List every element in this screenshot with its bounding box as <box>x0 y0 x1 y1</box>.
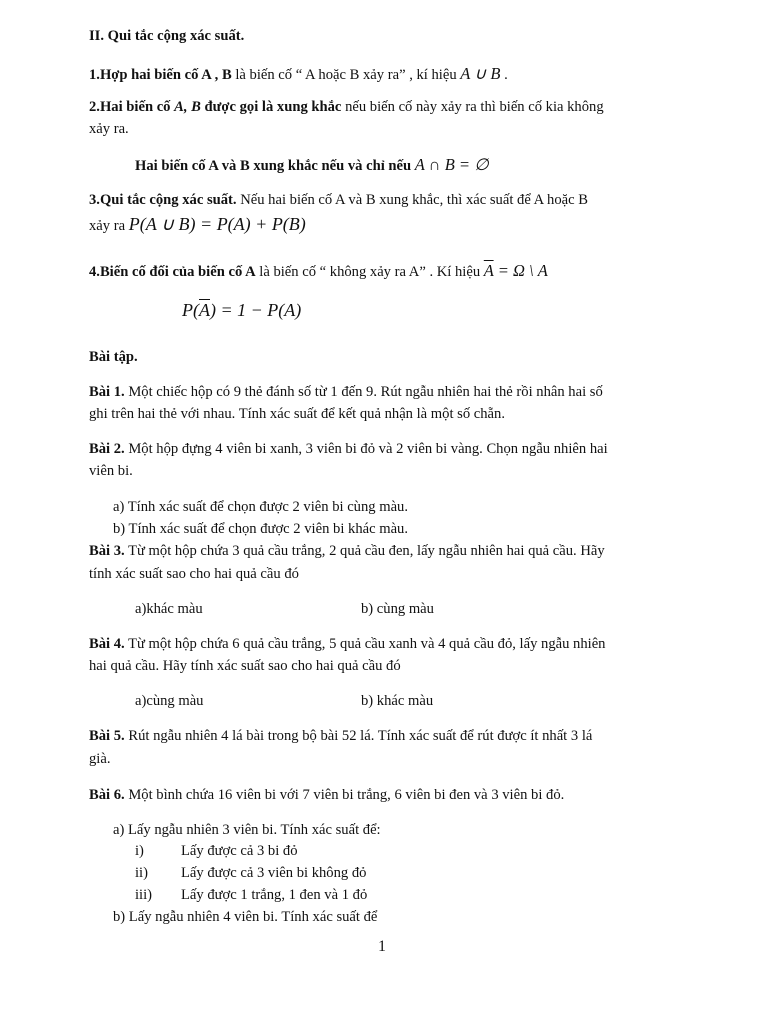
exercises-title: Bài tập. <box>89 349 138 365</box>
exercise-4-b: b) khác màu <box>361 693 434 709</box>
exercise-1-line2: ghi trên hai thẻ với nhau. Tính xác suất để kết quả nhận là một số chẵn. <box>89 406 505 422</box>
rule-2-line2: xảy ra. <box>89 121 129 137</box>
rule-3: 3.Qui tắc cộng xác suất. Nếu hai biến cố A và B xung khắc, thì xác suất để A hoặc B <box>89 192 588 208</box>
rule-2: 2.Hai biến cố A, B được gọi là xung khắc nếu biến cố này xảy ra thì biến cố kia không <box>89 99 604 115</box>
exercise-5: Bài 5. Rút ngẫu nhiên 4 lá bài trong bộ bài 52 lá. Tính xác suất để rút được ít nhất 3 lá <box>89 728 593 744</box>
exercise-6-a-iii: Lấy được 1 trắng, 1 đen và 1 đỏ <box>181 887 368 903</box>
exercise-6-a: a) Lấy ngẫu nhiên 3 viên bi. Tính xác suất để: <box>113 822 381 838</box>
rule-4-formula: $P(\overline{A}) = 1 - P(A)$ <box>182 300 302 320</box>
rule-4: 4.Biến cố đối của biến cố A là biến cố “ không xảy ra A” . Kí hiệu $\overline{A} = \Omega$ \ A <box>89 261 548 280</box>
exercise-4-line2: hai quả cầu. Hãy tính xác suất sao cho hai quả cầu đó <box>89 658 401 674</box>
exercise-6: Bài 6. Một bình chứa 16 viên bi với 7 viên bi trắng, 6 viên bi đen và 3 viên bi đỏ. <box>89 787 565 803</box>
exercise-6-a-ii: Lấy được cả 3 viên bi không đỏ <box>181 865 367 881</box>
page-number: 1 <box>378 938 386 955</box>
exercise-2: Bài 2. Một hộp đựng 4 viên bi xanh, 3 viên bi đỏ và 2 viên bi vàng. Chọn ngẫu nhiên hai <box>89 441 608 457</box>
exercise-4-a: a)cùng màu <box>135 693 204 709</box>
exercise-2-b: b) Tính xác suất để chọn được 2 viên bi khác màu. <box>113 521 408 537</box>
exercise-6-b: b) Lấy ngẫu nhiên 4 viên bi. Tính xác suất để <box>113 909 378 925</box>
rule-2-condition: Hai biến cố A và B xung khắc nếu và chỉ nếu A ∩ B = ∅ <box>135 155 489 174</box>
exercise-2-a: a) Tính xác suất để chọn được 2 viên bi cùng màu. <box>113 499 408 515</box>
exercise-6-a-ii-num: ii) <box>135 865 148 881</box>
exercise-6-a-i-num: i) <box>135 843 144 859</box>
exercise-1: Bài 1. Một chiếc hộp có 9 thẻ đánh số từ 1 đến 9. Rút ngẫu nhiên hai thẻ rồi nhân hai số <box>89 384 603 400</box>
section-title: II. Qui tắc cộng xác suất. <box>89 28 245 44</box>
exercise-5-line2: già. <box>89 751 111 767</box>
exercise-3-a: a)khác màu <box>135 601 203 617</box>
exercise-3: Bài 3. Từ một hộp chứa 3 quả cầu trắng, 2 quả cầu đen, lấy ngẫu nhiên hai quả cầu. Hãy <box>89 543 605 559</box>
exercise-3-b: b) cùng màu <box>361 601 434 617</box>
exercise-4: Bài 4. Từ một hộp chứa 6 quả cầu trắng, 5 quả cầu xanh và 4 quả cầu đỏ, lấy ngẫu nhiên <box>89 636 606 652</box>
exercise-6-a-i: Lấy được cả 3 bi đỏ <box>181 843 298 859</box>
rule-1: 1.Hợp hai biến cố A , B là biến cố “ A hoặc B xảy ra” , kí hiệu A ∪ B . <box>89 64 508 83</box>
rule-3-formula: xảy ra P(A ∪ B) = P(A) + P(B) <box>89 214 306 234</box>
exercise-3-line2: tính xác suất sao cho hai quả cầu đó <box>89 566 299 582</box>
exercise-2-line2: viên bi. <box>89 463 133 479</box>
exercise-6-a-iii-num: iii) <box>135 887 153 903</box>
